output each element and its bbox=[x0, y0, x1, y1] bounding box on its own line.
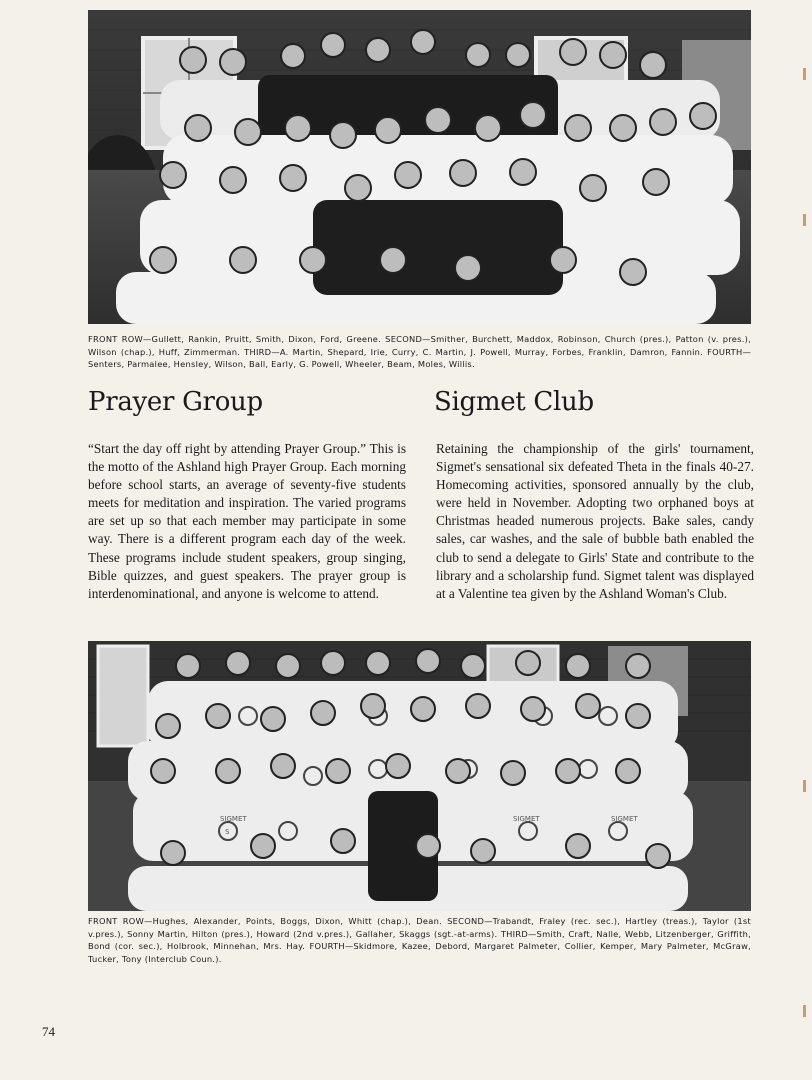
page-edge-mark bbox=[803, 1005, 806, 1017]
prayer-group-photo bbox=[88, 10, 751, 324]
sweatshirt-emblem-letter: S bbox=[225, 828, 230, 836]
prayer-group-photo-caption: FRONT ROW—Gullett, Rankin, Pruitt, Smith, Dixon, Ford, Greene. SECOND—Smither, Burchett, Maddox, Robinson, Church (pres.), Patton (v. pres.), Wilson (chap.), Huff, Zimmerman. THIRD—A. Martin, Shepard, Irie, Curry, C. Martin, J. Powell, Murray, Forbes, Franklin, Damron, Fannin. FOURTH—Senters, Parmalee, Hensley, Wilson, Ball, Early, G. Powell, Wheeler, Beam, Moles, Willis. bbox=[88, 334, 751, 369]
page-edge-mark bbox=[803, 68, 806, 80]
page-number: 74 bbox=[42, 1024, 55, 1039]
page-edge-mark bbox=[803, 214, 806, 226]
sigmet-club-photo-art bbox=[88, 641, 751, 911]
prayer-group-article: “Start the day off right by attending Prayer Group.” This is the motto of the Ashland high Prayer Group. Each morning before school starts, an average of seventy-five students meets for meditation and inspiration. The varied programs are set up so that each member may participate in some way. There is a different program each day of the week. These programs include student speakers, group singing, Bible quizzes, and guest speakers. The prayer group is interdenominational, and anyone is welcome to attend. bbox=[88, 441, 406, 601]
prayer-group-photo-art bbox=[88, 10, 751, 324]
sigmet-club-photo-caption: FRONT ROW—Hughes, Alexander, Points, Boggs, Dixon, Whitt (chap.), Dean. SECOND—Trabandt, Fraley (rec. sec.), Hartley (treas.), Taylor (1st v.pres.), Sonny Martin, Hilton (pres.), Howard (2nd v.pres.), Gallaher, Skaggs (sgt.-at-arms). THIRD—Smith, Craft, Nalle, Webb, Litzenberger, Griffith, Bond (cor. sec.), Holbrook, Minnehan, Mrs. Hay. FOURTH—Skidmore, Kazee, Debord, Margaret Palmeter, Collier, Kemper, Mary Palmeter, McGraw, Tucker, Tony (Interclub Coun.). bbox=[88, 916, 751, 964]
sweatshirt-label: SIGMET bbox=[513, 815, 540, 823]
sigmet-club-heading: Sigmet Club bbox=[434, 387, 594, 417]
sigmet-club-photo bbox=[88, 641, 751, 911]
sweatshirt-label: SIGMET bbox=[611, 815, 638, 823]
sweatshirt-label: SIGMET bbox=[220, 815, 247, 823]
prayer-group-heading: Prayer Group bbox=[88, 387, 263, 417]
sigmet-club-article: Retaining the championship of the girls' tournament, Sigmet's sensational six defeated Theta in the finals 40-27. Homecoming activities, sponsored annually by the club, were held in November. Adopting two orphaned boys at Christmas headed numerous projects. Bake sales, candy sales, car washes, and the sale of bubble bath enabled the club to send a delegate to Girls' State and contribute to the library and a scholarship fund. Sigmet talent was displayed at a Valentine tea given by the Ashland Woman's Club. bbox=[436, 441, 754, 601]
page-edge-mark bbox=[803, 780, 806, 792]
